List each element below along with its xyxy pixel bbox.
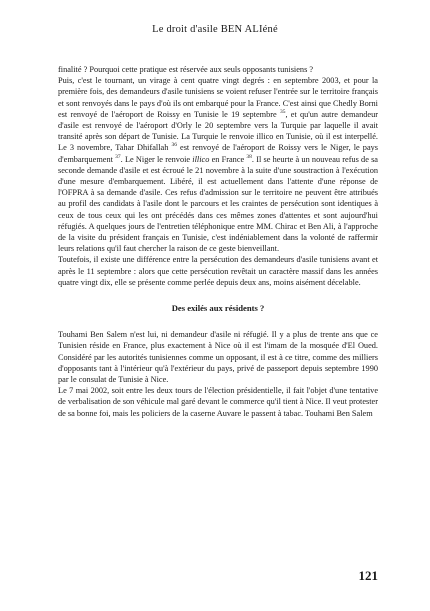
italic-text: illico bbox=[192, 154, 210, 164]
text-run: . Le Niger le renvoie bbox=[120, 154, 193, 164]
running-head: Le droit d'asile BEN ALIéné bbox=[152, 24, 278, 35]
footnote-ref[interactable]: 38 bbox=[246, 153, 252, 160]
text-run: , et qu'un autre demandeur d'asile est renvoyé de l'aéroport d'Orly le 20 septembre vers la Turquie par laquelle il avait transité après son départ de Tunisie. La Turquie le renvoie illico en Tunisie, où il est interpellé. Le 3 novembre, Tahar Dhifallah bbox=[58, 109, 379, 153]
footnote-ref[interactable]: 35 bbox=[279, 109, 286, 116]
text-run: en France bbox=[209, 154, 247, 164]
section-heading: Des exilés aux résidents ? bbox=[171, 303, 265, 314]
page-number: 121 bbox=[358, 568, 378, 583]
footnote-ref[interactable]: 36 bbox=[171, 142, 177, 149]
paragraph: Le 7 mai 2002, soit entre les deux tours de l'élection présidentielle, il fait l'objet d'une tentative de verbalisation de son véhicule mal garé devant le commerce qu'il tient à Nice. Il veut protester de sa bonne foi, mais les policiers de la caserne Auvare le passent à tabac. Touhami Ben Salem bbox=[58, 386, 378, 418]
text-run: est renvoyé de l'aéroport de Roissy vers le Niger, le pays d'embarquement bbox=[58, 143, 379, 164]
paragraph: Touhami Ben Salem n'est lui, ni demandeur d'asile ni réfugié. Il y a plus de trente ans que ce Tunisien réside en France, plus exactement à Nice où il est l'imam de la mosquée d'El Oued. Considéré par les autorités tunisiennes comme un opposant, il est à ce titre, comme des milliers d'opposants tant à l'intérieur qu'à l'extérieur du pays, privé de passeport depuis septembre 1990 par le consulat de Tunisie à Nice. bbox=[58, 330, 378, 385]
paragraph: Toutefois, il existe une différence entre la persécution des demandeurs d'asile tunisiens avant et après le 11 septembre : alors que cette persécution revêtait un caractère massif dans les années quatre vingt dix, elle se présente comme perlée depuis deux ans, moins aisément décelable. bbox=[58, 255, 378, 287]
footnote-ref[interactable]: 37 bbox=[115, 153, 121, 160]
body-text bbox=[58, 64, 378, 419]
text-run: . Il se heurte à un nouveau refus de sa seconde demande d'asile et est écroué le 21 novembre à la suite d'une soustraction à l'exécution d'une mesure d'embarquement. Libéré, il est actuellement dans l'attente d'une réponse de l'OFPRA à sa demande d'asile. Ces refus d'admission sur le territoire ne peuvent être attribués au profil des candidats à l'asile dont le parcours et les craintes de persécution sont identiques à ceux de tous ceux qui les ont précédés dans ces mêmes zones d'attentes et sont aujourd'hui réfugiés. A quelques jours de l'entretien téléphonique entre MM. Chirac et Ben Ali, à l'approche de la visite du président français en Tunisie, c'est indéniablement dans la volonté de raffermir leurs relations qu'il faut chercher la raison de ce geste bienveillant. bbox=[58, 154, 378, 254]
text-run: Puis, c'est le tournant, un virage à cent quatre vingt degrés : en septembre 2003, et pour la première fois, des demandeurs d'asile tunisiens se voient refuser l'entrée sur le territoire français et sont renvoyés dans le pays d'où ils ont embarqué pour la France. C'est ainsi que Chedly Borni est renvoyé de l'aéroport de Roissy en Tunisie le 19 septembre bbox=[58, 76, 378, 119]
paragraph bbox=[58, 75, 378, 254]
paragraph: finalité ? Pourquoi cette pratique est réservée aux seuls opposants tunisiens ? bbox=[58, 65, 314, 74]
